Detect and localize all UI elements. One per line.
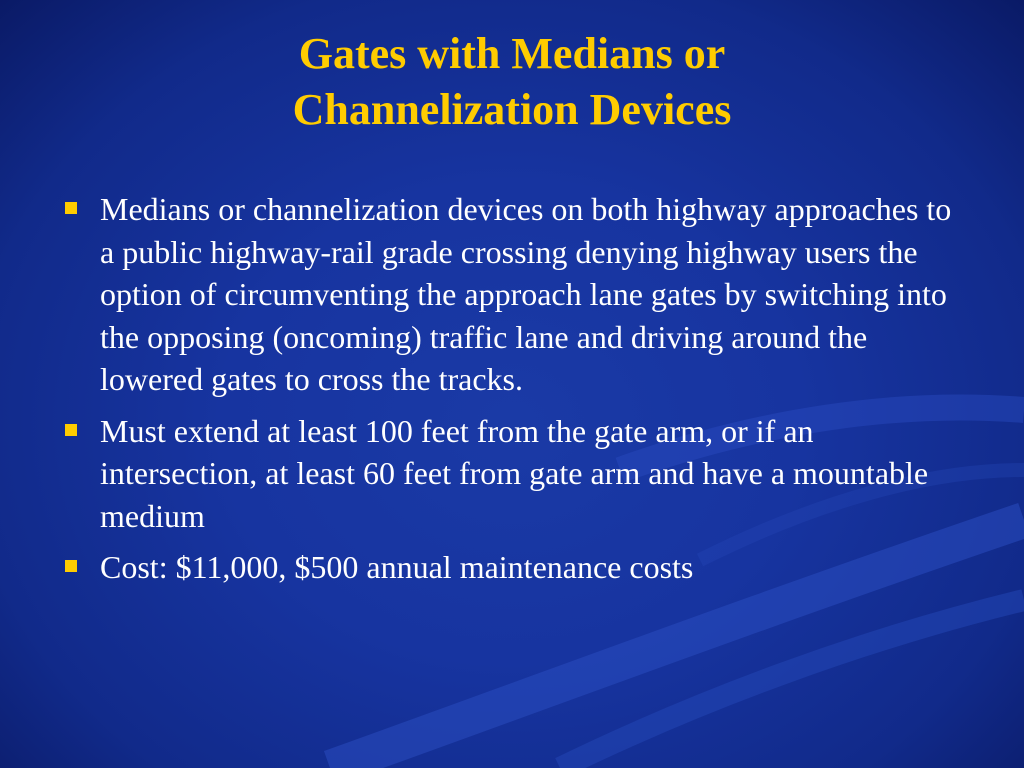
square-bullet-icon — [65, 560, 77, 572]
bullet-text: Must extend at least 100 feet from the gate arm, or if an intersection, at least 60 feet from gate arm and have a mountable medium — [100, 412, 929, 534]
slide-title — [0, 26, 1024, 138]
bullet-item — [62, 546, 962, 589]
bullet-item — [62, 188, 962, 401]
square-bullet-icon — [65, 202, 77, 214]
slide-title-line-2: Channelization Devices — [292, 85, 732, 134]
square-bullet-icon — [65, 424, 77, 436]
bullet-item — [62, 410, 962, 538]
slide-title-line-1: Gates with Medians or — [298, 29, 726, 78]
bullet-text: Medians or channelization devices on both highway approaches to a public highway-rail grade crossing denying highway users the option of circumventing the approach lane gates by switching into the opposing (oncoming) traffic lane and driving around the lowered gates to cross the tracks. — [100, 191, 952, 397]
bullet-text: Cost: $11,000, $500 annual maintenance costs — [100, 549, 694, 585]
bullet-list — [62, 188, 962, 598]
